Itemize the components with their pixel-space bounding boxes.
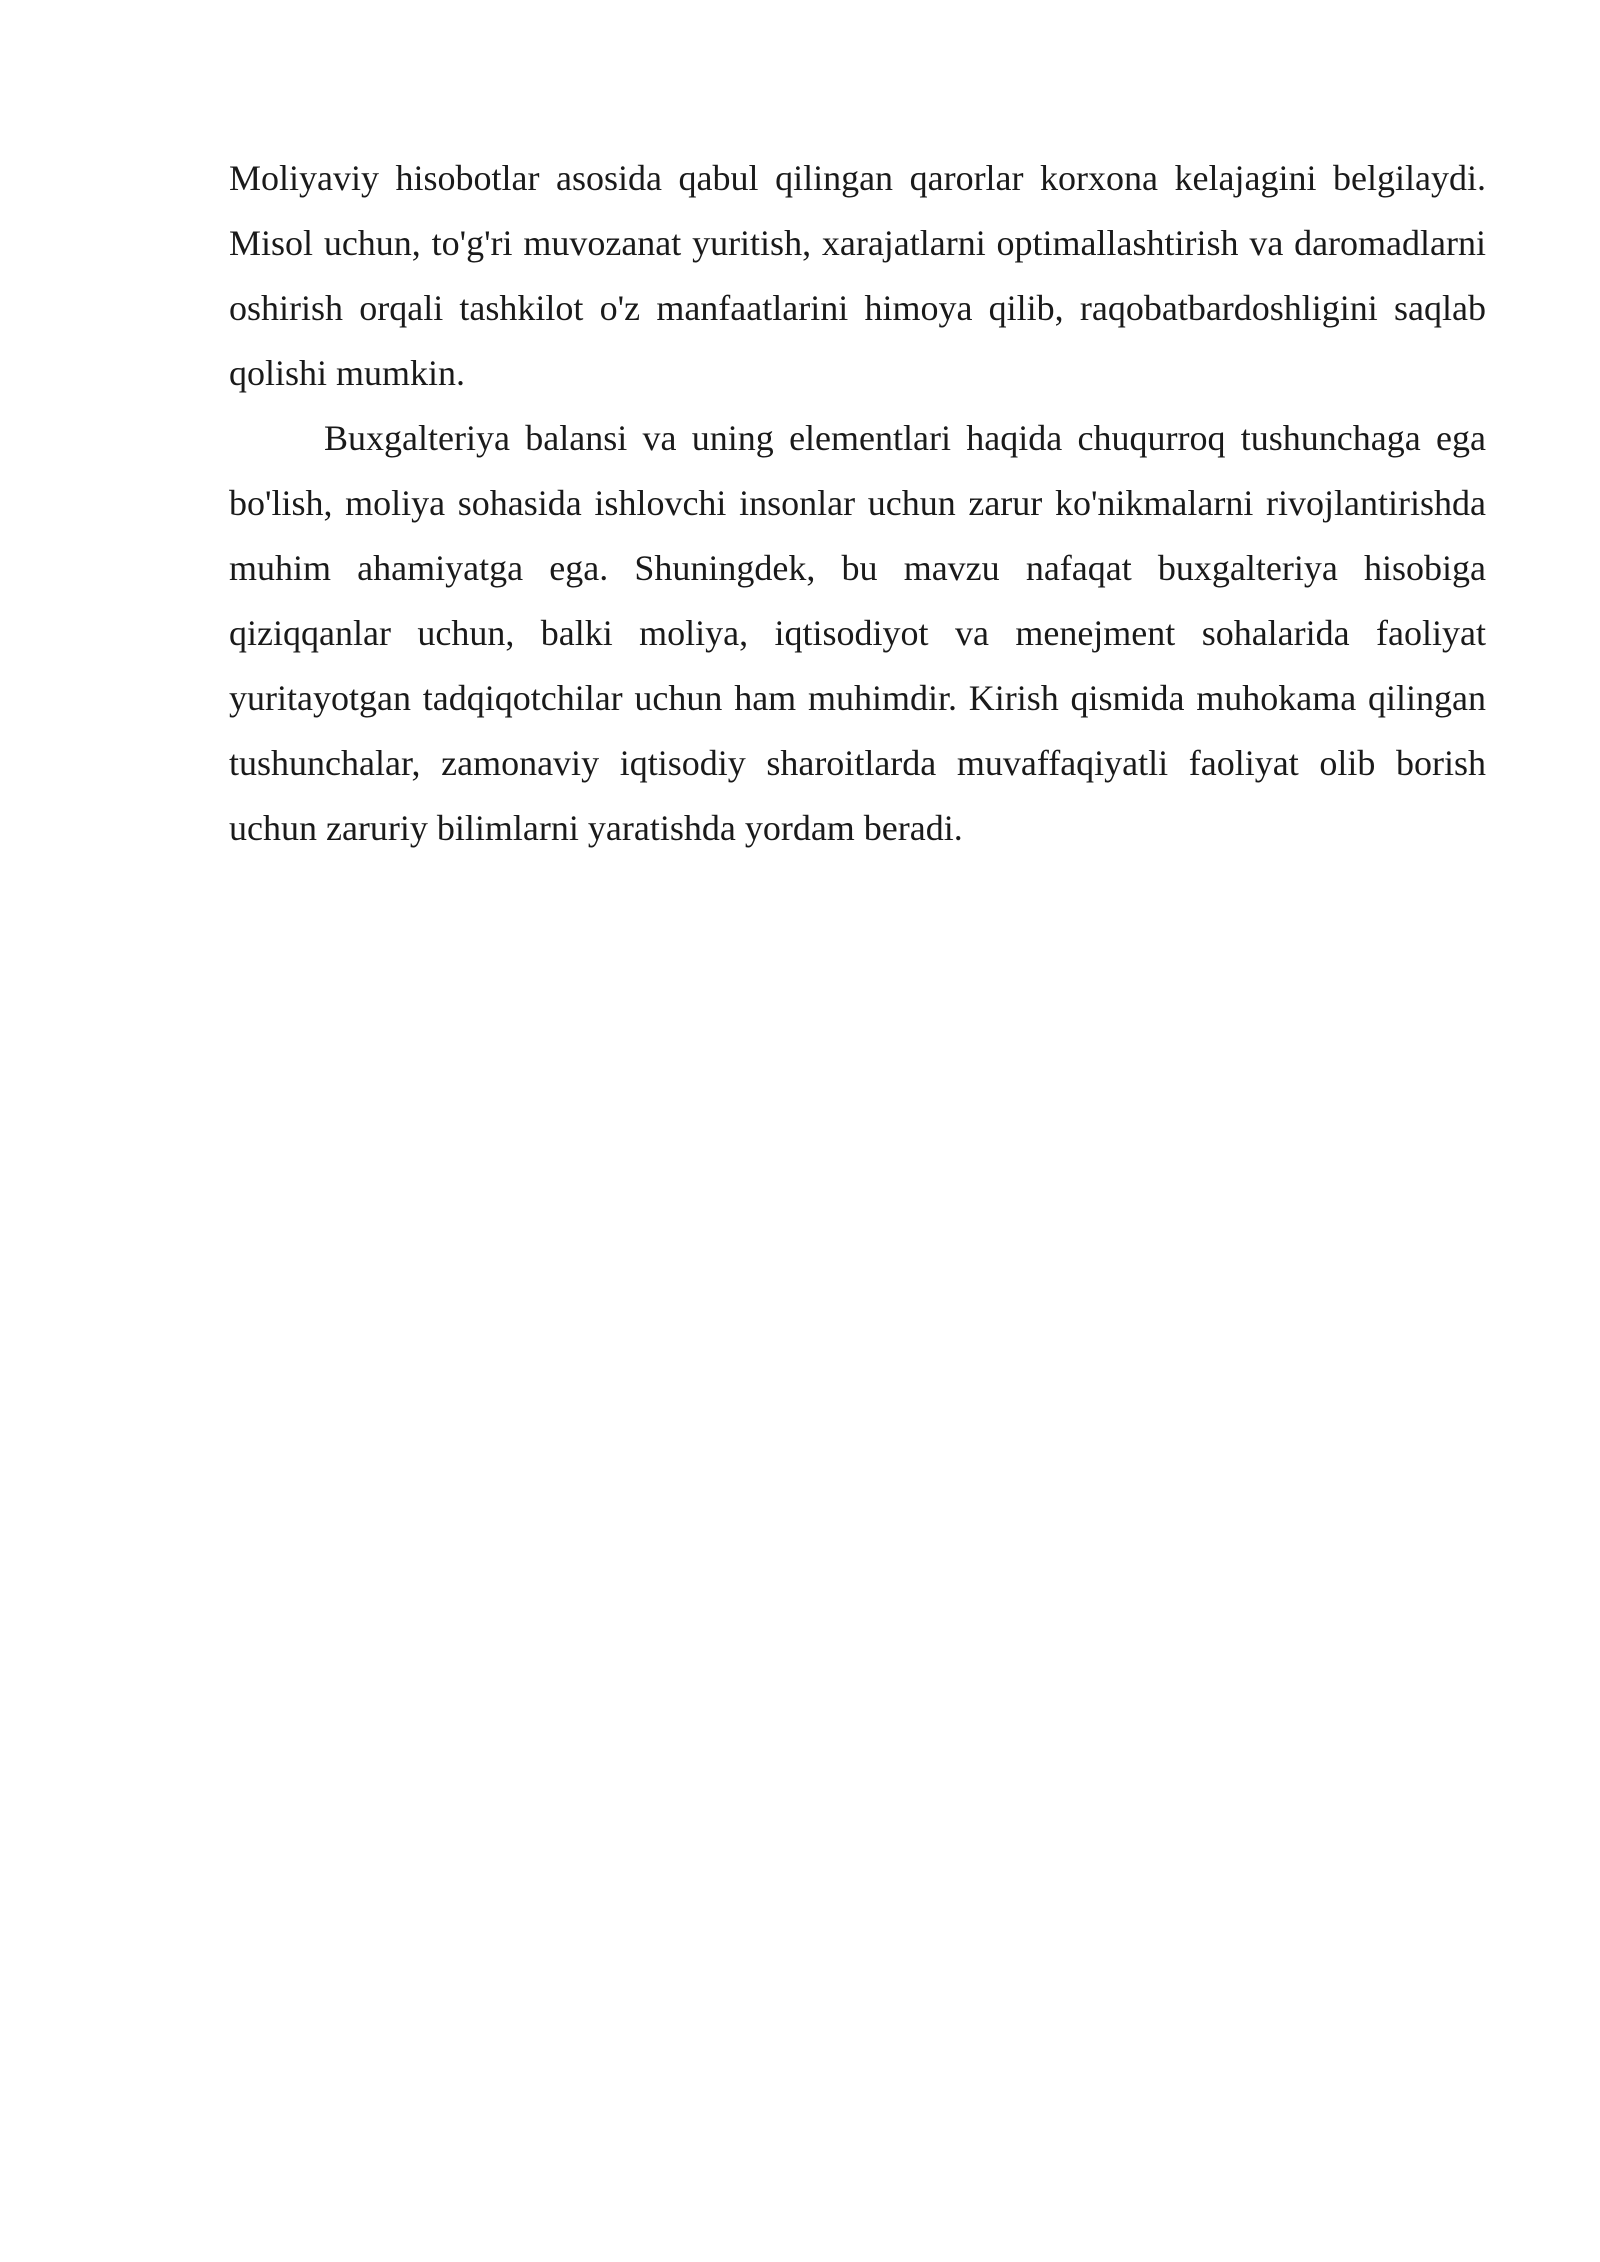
paragraph-1: Moliyaviy hisobotlar asosida qabul qilingan qarorlar korxona kelajagini belgilaydi. Misol uchun, to'g'ri muvozanat yuritish, xarajatlarni optimallashtirish va daromadlarni oshirish orqali tashkilot o'z manfaatlarini himoya qilib, raqobatbardoshligini saqlab qolishi mumkin. <box>229 158 1486 393</box>
body-text <box>229 146 1486 861</box>
paragraph-2: Buxgalteriya balansi va uning elementlari haqida chuqurroq tushunchaga ega bo'lish, moliya sohasida ishlovchi insonlar uchun zarur ko'nikmalarni rivojlantirishda muhim ahamiyatga ega. Shuningdek, bu mavzu nafaqat buxgalteriya hisobiga qiziqqanlar uchun, balki moliya, iqtisodiyot va menejment sohalarida faoliyat yuritayotgan tadqiqotchilar uchun ham muhimdir. Kirish qismida muhokama qilingan tushunchalar, zamonaviy iqtisodiy sharoitlarda muvaffaqiyatli faoliyat olib borish uchun zaruriy bilimlarni yaratishda yordam beradi. <box>229 418 1486 848</box>
